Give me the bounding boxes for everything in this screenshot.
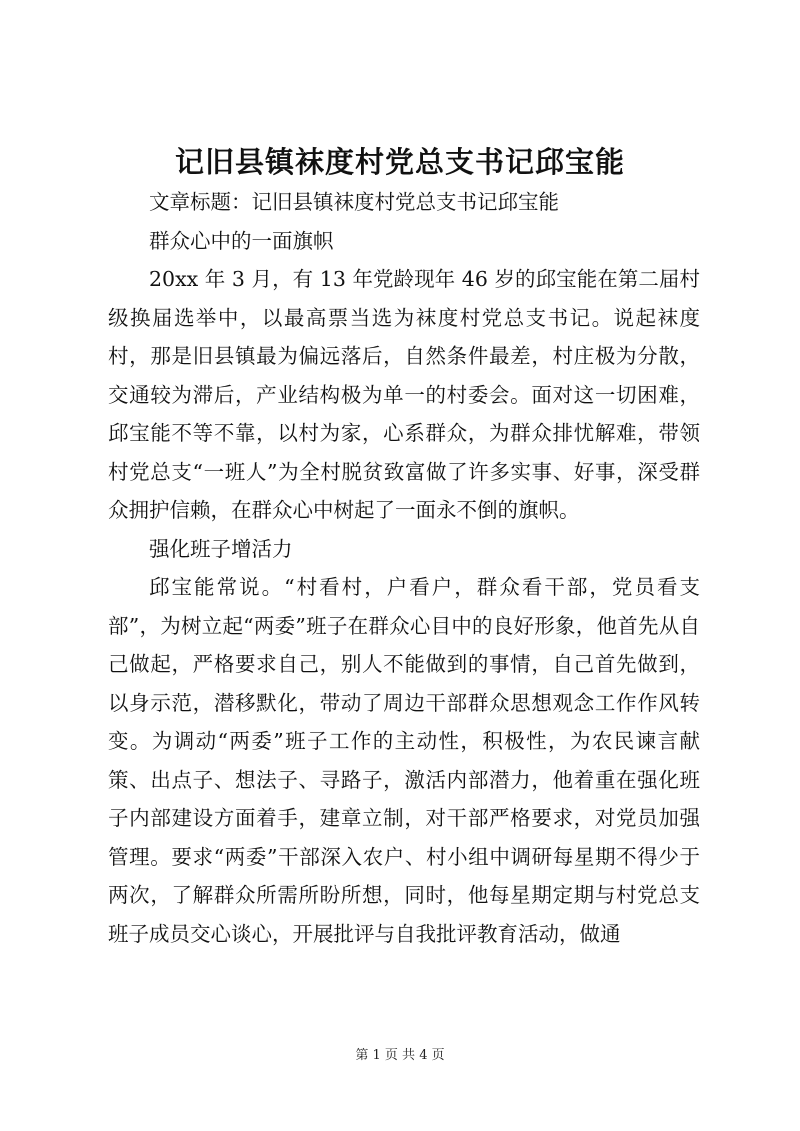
body-paragraph: 20xx 年 3 月，有 13 年党龄现年 46 岁的邱宝能在第二届村级换届选举中，以最高票当选为袜度村党总支书记。说起袜度村，那是旧县镇最为偏远落后，自然条件最差，村庄极为分散，交通较为滞后，产业结构极为单一的村委会。面对这一切困难，邱宝能不等不靠，以村为家，心系群众，为群众排忧解难，带领村党总支“一班人”为全村脱贫致富做了许多实事、好事，深受群众拥护信赖，在群众心中树起了一面永不倒的旗帜。 [108,267,700,522]
article-title-line: 文章标题：记旧县镇袜度村党总支书记邱宝能 [149,190,559,214]
section-heading: 群众心中的一面旗帜 [149,228,334,253]
section-heading: 强化班子增活力 [149,536,293,561]
document-title: 记旧县镇袜度村党总支书记邱宝能 [174,145,625,179]
body-paragraph: 邱宝能常说。“村看村，户看户，群众看干部，党员看支部”，为树立起“两委”班子在群众心目中的良好形象，他首先从自己做起，严格要求自己，别人不能做到的事情，自己首先做到，以身示范，潜移默化，带动了周边干部群众思想观念工作作风转变。为调动“两委”班子工作的主动性，积极性，为农民谏言献策、出点子、想法子、寻路子，激活内部潜力，他着重在强化班子内部建设方面着手，建章立制，对干部严格要求，对党员加强管理。要求“两委”干部深入农户、村小组中调研每星期不得少于两次，了解群众所需所盼所想，同时，他每星期定期与村党总支班子成员交心谈心，开展批评与自我批评教育活动，做通 [108,575,700,946]
document-body [108,183,700,953]
page-number-footer: 第 1 页 共 4 页 [355,1048,445,1063]
